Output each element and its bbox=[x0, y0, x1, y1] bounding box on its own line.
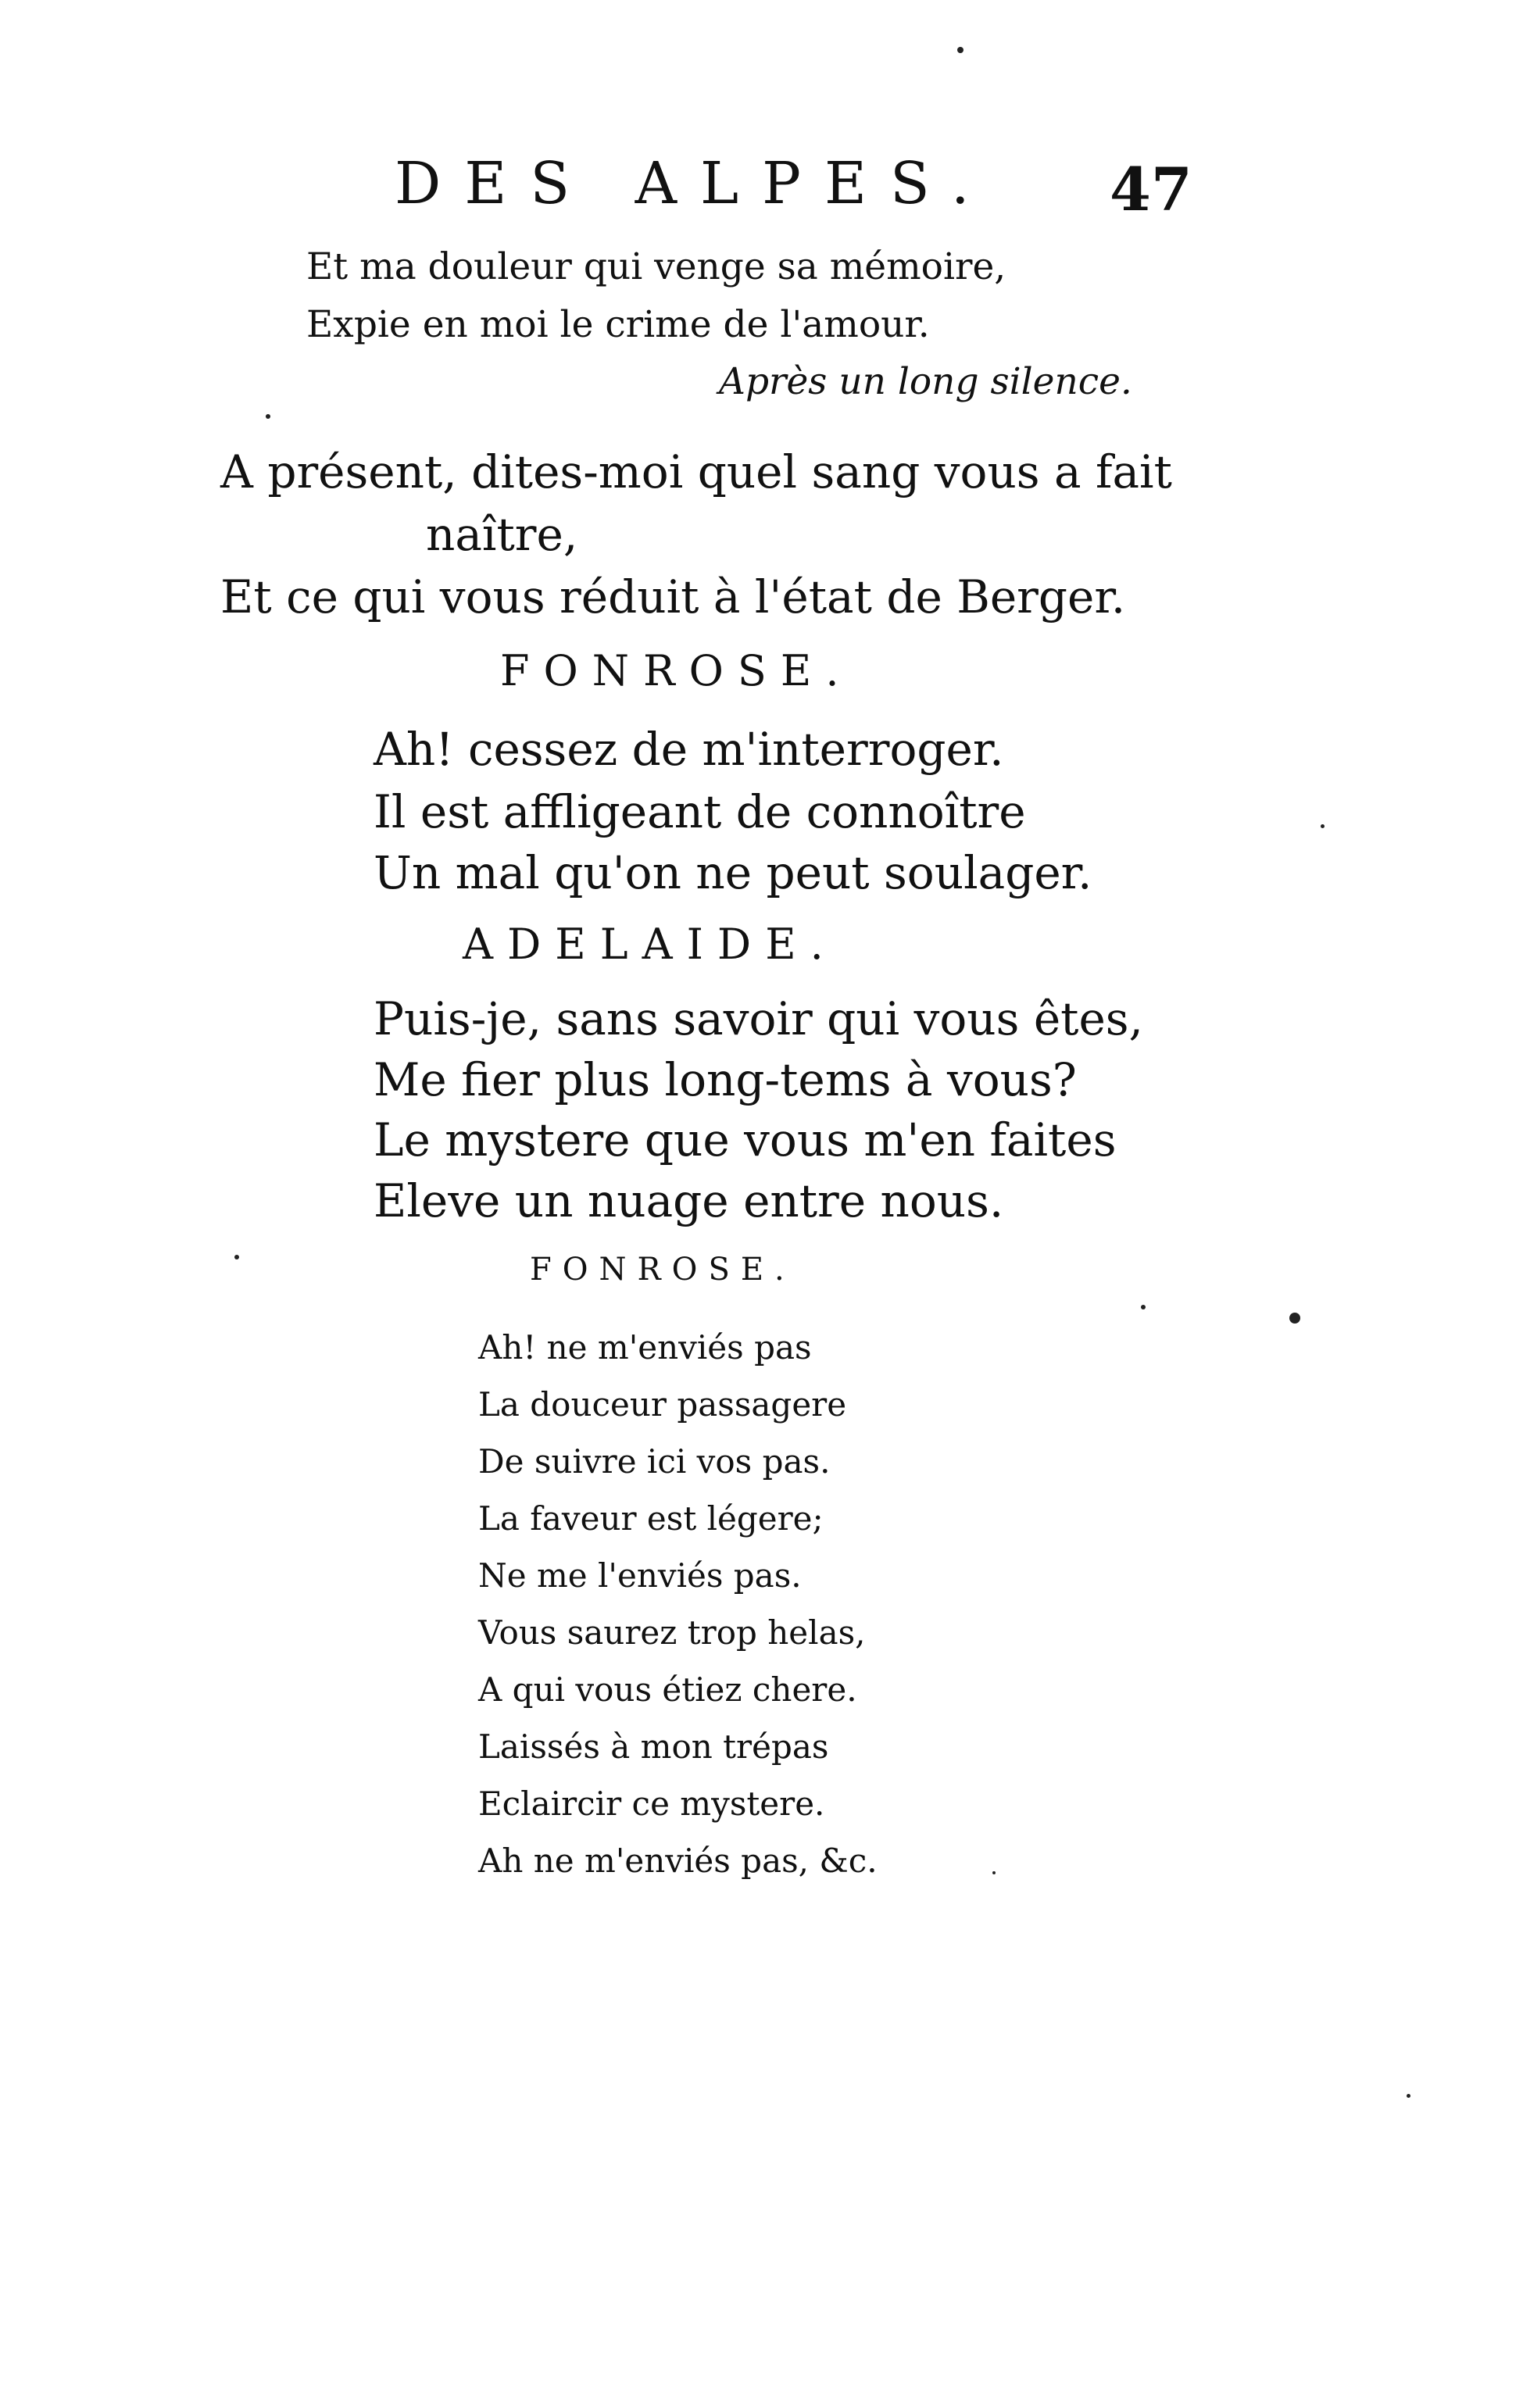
page-number: 47 bbox=[1110, 155, 1192, 224]
verse-line: naître, bbox=[426, 508, 578, 561]
verse-line: Et ma douleur qui venge sa mémoire, bbox=[306, 245, 1006, 288]
verse-line: Un mal qu'on ne peut soulager. bbox=[374, 846, 1092, 899]
scan-speck bbox=[1407, 2094, 1410, 2098]
song-line: De suivre ici vos pas. bbox=[478, 1442, 831, 1481]
song-line: Ne me l'enviés pas. bbox=[478, 1556, 802, 1595]
running-title: DES ALPES. bbox=[395, 150, 993, 217]
verse-line: Expie en moi le crime de l'amour. bbox=[306, 303, 930, 346]
song-line: Vous saurez trop helas, bbox=[478, 1613, 866, 1652]
song-line: Laissés à mon trépas bbox=[478, 1727, 829, 1766]
song-line: Ah! ne m'enviés pas bbox=[478, 1328, 812, 1367]
song-line: Ah ne m'enviés pas, &c. bbox=[478, 1842, 878, 1880]
scan-speck bbox=[992, 1871, 996, 1874]
song-line: Eclaircir ce mystere. bbox=[478, 1785, 825, 1823]
verse-line: Et ce qui vous réduit à l'état de Berger. bbox=[220, 570, 1126, 623]
stage-direction: Après un long silence. bbox=[719, 360, 1132, 403]
speaker-name: FONROSE. bbox=[530, 1252, 795, 1288]
song-line: A qui vous étiez chere. bbox=[478, 1670, 857, 1709]
verse-line: Ah! cessez de m'interroger. bbox=[374, 723, 1004, 776]
scan-speck bbox=[1141, 1305, 1146, 1309]
speaker-name: FONROSE. bbox=[500, 646, 853, 695]
verse-line: Me fier plus long-tems à vous? bbox=[374, 1053, 1077, 1106]
scan-speck bbox=[1289, 1313, 1300, 1324]
scan-speck bbox=[957, 47, 963, 53]
verse-line: Il est affligeant de connoître bbox=[374, 785, 1026, 838]
speaker-name: ADELAIDE. bbox=[463, 920, 838, 969]
scan-speck bbox=[234, 1255, 239, 1259]
verse-line: Eleve un nuage entre nous. bbox=[374, 1174, 1004, 1227]
song-line: La douceur passagere bbox=[478, 1385, 847, 1424]
song-line: La faveur est légere; bbox=[478, 1499, 824, 1538]
verse-line: A présent, dites-moi quel sang vous a fait bbox=[220, 445, 1172, 498]
scan-speck bbox=[266, 414, 270, 419]
scan-speck bbox=[1321, 824, 1325, 828]
verse-line: Le mystere que vous m'en faites bbox=[374, 1113, 1117, 1166]
verse-line: Puis-je, sans savoir qui vous êtes, bbox=[374, 992, 1143, 1045]
